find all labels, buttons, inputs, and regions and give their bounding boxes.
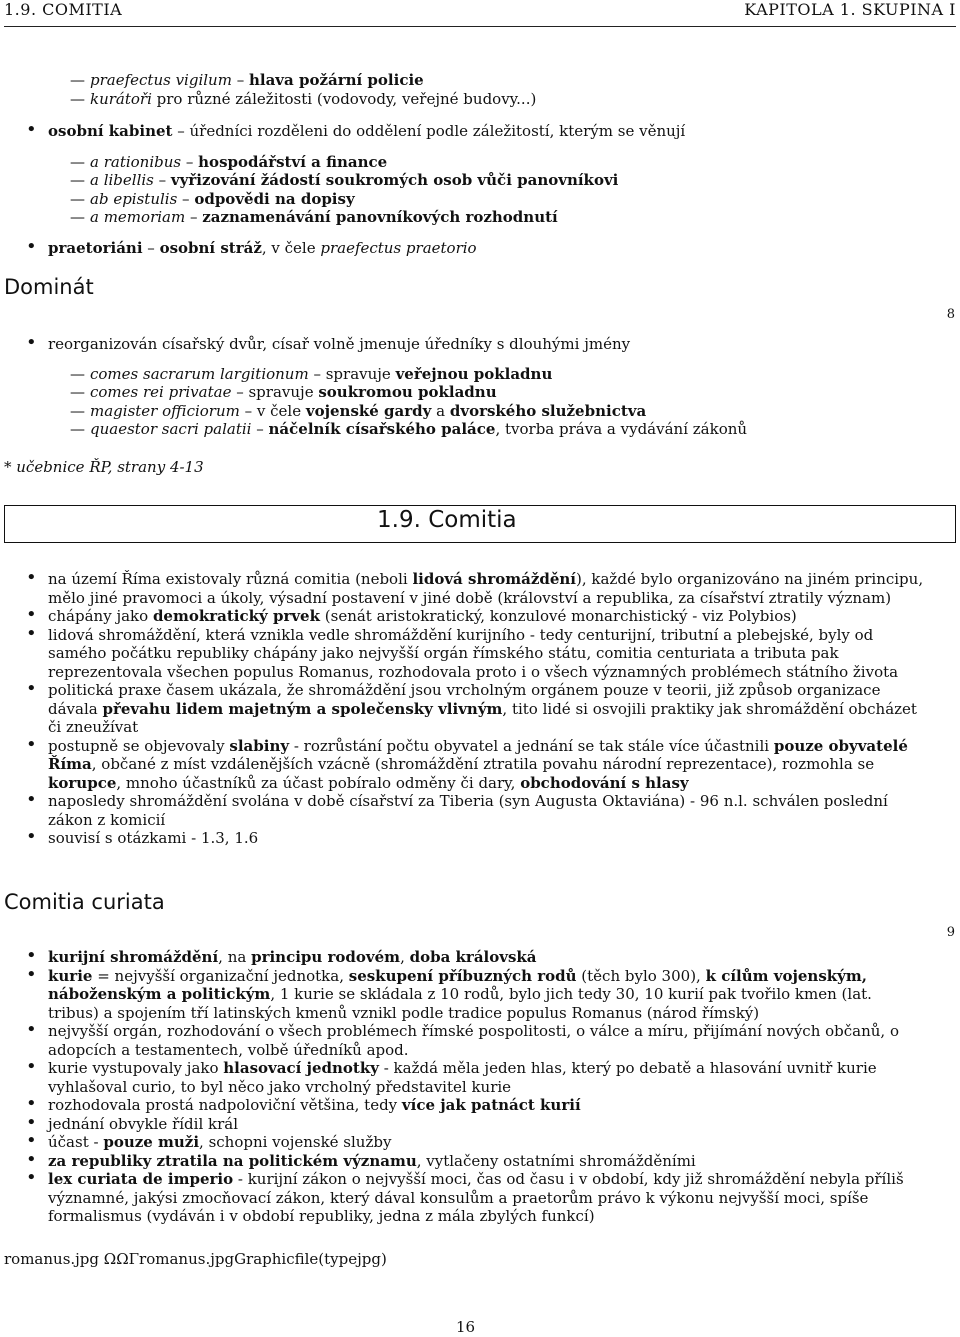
section-heading-comitia-curiata: Comitia curiata (4, 890, 165, 914)
page-number: 16 (456, 1318, 476, 1336)
list-item: — quaestor sacri palatii – náčelník císařského paláce, tvorba práva a vydávání zákonů (0, 420, 960, 439)
margin-number: 8 (946, 307, 955, 322)
list-kabinet (0, 122, 960, 257)
list-praefectus (0, 71, 960, 108)
list-item: • kurijní shromáždění, na principu rodovém, doba královská (0, 948, 960, 967)
list-item: — a memoriam – zaznamenávání panovníkových rozhodnutí (0, 208, 960, 227)
margin-number: 9 (946, 925, 955, 940)
list-item: • chápány jako demokratický prvek (senát aristokratický, konzulové monarchistický - viz Polybios) (0, 607, 960, 626)
list-curiata (0, 948, 960, 1226)
list-dominat (0, 335, 960, 439)
list-item: — a rationibus – hospodářství a finance (0, 153, 960, 172)
footnote: * učebnice ŘP, strany 4-13 (4, 458, 204, 476)
list-item: • lex curiata de imperio - kurijní zákon o nejvyšší moci, čas od času i v období, kdy již shromáždění nebyla příliš významné, jakýsi zmocňovací zákon, který dával konsulům a praetorům právo k výkonu nejvyšší moci, spíše formalismus (vydáván i v období republiky, jedna z mála zbylých funkcí) (0, 1170, 960, 1226)
list-item: — kurátoři pro různé záležitosti (vodovody, veřejné budovy...) (0, 90, 960, 109)
list-item: • osobní kabinet – úředníci rozděleni do oddělení podle záležitostí, kterým se věnují (0, 122, 960, 141)
list-item: • kurie vystupovaly jako hlasovací jednotky - každá měla jeden hlas, který po debatě a hlasování uvnitř kurie vyhlašoval curio, to byl něco jako vrcholný představitel kurie (0, 1059, 960, 1096)
list-item: • na území Říma existovaly různá comitia (neboli lidová shromáždění), každé bylo organizováno na jiném principu, mělo jiné pravomoci a úkoly, výsadní postavení v jiné době (království a republika, za císařství ztratily význam) (0, 570, 960, 607)
list-item: • postupně se objevovaly slabiny - rozrůstání počtu obyvatel a jednání se tak stále více účastnili pouze obyvatelé Říma, občané z míst vzdálenějších vzácně (shromáždění ztratila povahu národní reprezentace), rozmohla se korupce, mnoho účastníků za účast pobíralo odměny či dary, obchodování s hlasy (0, 737, 960, 793)
list-item: • praetoriáni – osobní stráž, v čele praefectus praetorio (0, 239, 960, 258)
list-item: • reorganizován císařský dvůr, císař volně jmenuje úředníky s dlouhými jmény (0, 335, 960, 354)
section-title-box (4, 505, 956, 543)
list-item: • rozhodovala prostá nadpoloviční většina, tedy více jak patnáct kurií (0, 1096, 960, 1115)
list-comitia (0, 570, 960, 848)
list-item: • politická praxe časem ukázala, že shromáždění jsou vrcholným orgánem pouze v teorii, již způsob organizace dávala převahu lidem majetným a společensky vlivným, tito lidé si osvojili praktiky jak shromáždění obcházet či zneužívat (0, 681, 960, 737)
list-item: — magister officiorum – v čele vojenské gardy a dvorského služebnictva (0, 402, 960, 421)
list-item: • kurie = nejvyšší organizační jednotka, seskupení příbuzných rodů (těch bylo 300), k cílům vojenským, náboženským a politickým, 1 kurie se skládala z 10 rodů, bylo jich tedy 30, 10 kurií pak tvořilo kmen (lat. tribus) a spojením tří latinských kmenů vznikl podle tradice populus Romanus (národ římský) (0, 967, 960, 1023)
list-item: • naposledy shromáždění svolána v době císařství za Tiberia (syn Augusta Oktaviána) - 96 n.l. schválen poslední zákon z komicií (0, 792, 960, 829)
list-item: • lidová shromáždění, která vznikla vedle shromáždění kurijního - tedy centurijní, tributní a plebejské, byly od samého počátku republiky chápány jako nejvyšší orgán římského státu, comitia centuriata a tributa pak reprezentovala všechen populus Romanus, rozhodovala proto i o všech významných problémech státního života (0, 626, 960, 682)
list-item: • za republiky ztratila na politickém významu, vytlačeny ostatními shromážděními (0, 1152, 960, 1171)
list-item: — praefectus vigilum – hlava požární policie (0, 71, 960, 90)
list-item: — ab epistulis – odpovědi na dopisy (0, 190, 960, 209)
list-item: — comes sacrarum largitionum – spravuje veřejnou pokladnu (0, 365, 960, 384)
section-heading-dominat: Dominát (4, 275, 94, 299)
header-right: KAPITOLA 1. SKUPINA I (744, 0, 956, 19)
running-header (4, 0, 956, 27)
list-item: — a libellis – vyřizování žádostí soukromých osob vůči panovníkovi (0, 171, 960, 190)
list-item: — comes rei privatae – spravuje soukromou pokladnu (0, 383, 960, 402)
list-item: • nejvyšší orgán, rozhodování o všech problémech římské pospolitosti, o válce a míru, přijímání nových občanů, o adopcích a testamentech, volbě úředníků apod. (0, 1022, 960, 1059)
list-item: • jednání obvykle řídil král (0, 1115, 960, 1134)
section-title: 1.9. Comitia (377, 507, 517, 533)
graphic-file-placeholder: romanus.jpg ΩΩΓromanus.jpgGraphicfile(typejpg) (4, 1250, 387, 1268)
list-item: • souvisí s otázkami - 1.3, 1.6 (0, 829, 960, 848)
header-left: 1.9. COMITIA (4, 0, 123, 19)
list-item: • účast - pouze muži, schopni vojenské služby (0, 1133, 960, 1152)
